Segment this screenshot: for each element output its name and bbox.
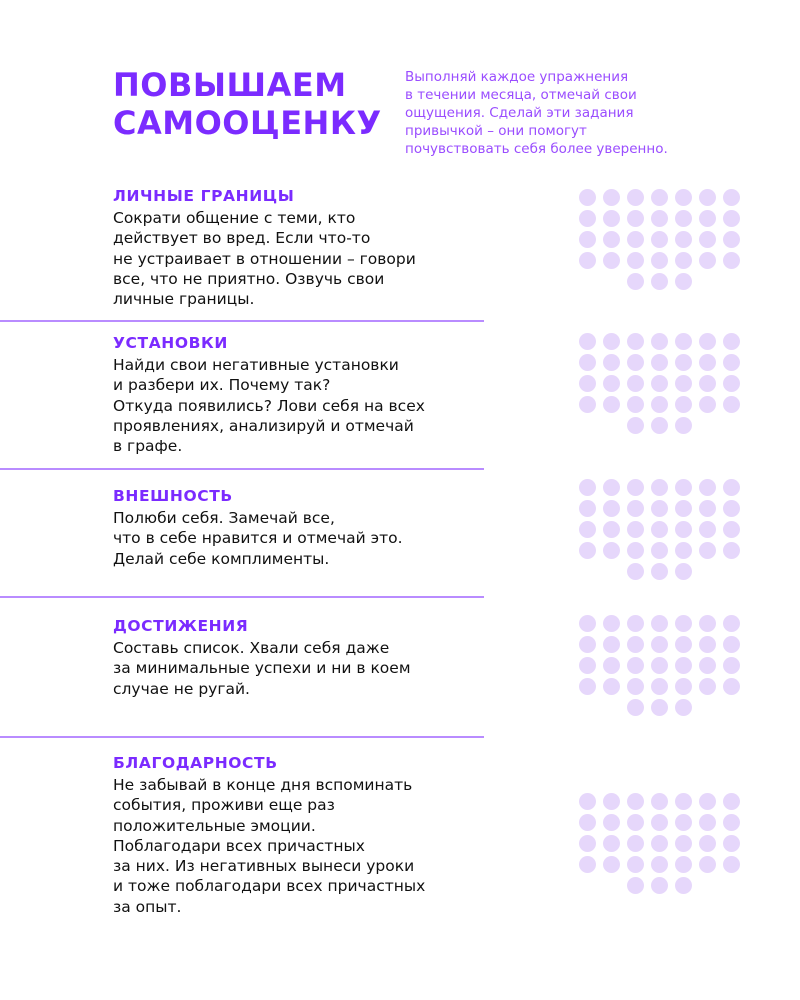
day-dot[interactable]: [651, 793, 668, 810]
day-dot[interactable]: [603, 500, 620, 517]
section-text-line: за них. Из негативных вынеси уроки: [113, 857, 415, 876]
day-dot[interactable]: [651, 563, 668, 580]
day-dot[interactable]: [579, 189, 596, 206]
page-title-line: ПОВЫШАЕМ: [113, 66, 347, 104]
day-dot[interactable]: [627, 333, 644, 350]
intro-line: привычкой – они помогут: [405, 123, 587, 139]
habit-tracker-dots: [573, 793, 745, 898]
section-text-line: Поблагодари всех причастных: [113, 836, 365, 855]
day-dot[interactable]: [603, 615, 620, 632]
day-dot[interactable]: [627, 375, 644, 392]
day-dot[interactable]: [603, 814, 620, 831]
day-dot[interactable]: [723, 333, 740, 350]
day-dot[interactable]: [579, 814, 596, 831]
day-dot[interactable]: [675, 542, 692, 559]
day-dot[interactable]: [723, 615, 740, 632]
dot-row: [573, 678, 745, 695]
day-dot[interactable]: [675, 273, 692, 290]
day-dot[interactable]: [651, 877, 668, 894]
section-text-line: Составь список. Хвали себя даже: [113, 639, 390, 657]
intro-text: [405, 68, 745, 158]
day-dot[interactable]: [603, 657, 620, 674]
dot-row: [573, 563, 745, 580]
dot-row: [573, 231, 745, 248]
day-dot[interactable]: [699, 835, 716, 852]
section-beliefs: [113, 333, 493, 456]
day-dot[interactable]: [723, 636, 740, 653]
day-dot[interactable]: [699, 500, 716, 517]
section-text-line: Найди свои негативные установки: [113, 356, 399, 374]
day-dot[interactable]: [627, 252, 644, 269]
day-dot[interactable]: [627, 521, 644, 538]
day-dot[interactable]: [579, 856, 596, 873]
day-dot[interactable]: [627, 615, 644, 632]
section-text-line: не устраивает в отношении – говори: [113, 249, 416, 268]
day-dot[interactable]: [651, 252, 668, 269]
day-dot[interactable]: [603, 856, 620, 873]
day-dot[interactable]: [651, 835, 668, 852]
day-dot[interactable]: [651, 615, 668, 632]
page-title: [113, 66, 382, 142]
dot-row: [573, 542, 745, 559]
dot-row: [573, 210, 745, 227]
day-dot[interactable]: [723, 835, 740, 852]
habit-tracker-dots: [573, 333, 745, 438]
day-dot[interactable]: [627, 793, 644, 810]
section-gratitude: [113, 753, 493, 917]
day-dot[interactable]: [675, 417, 692, 434]
day-dot[interactable]: [699, 252, 716, 269]
day-dot[interactable]: [627, 417, 644, 434]
dot-row: [573, 636, 745, 653]
day-dot[interactable]: [651, 417, 668, 434]
day-dot[interactable]: [603, 210, 620, 227]
section-text-line: положительные эмоции.: [113, 816, 316, 835]
section-text: [113, 508, 493, 569]
day-dot[interactable]: [723, 542, 740, 559]
day-dot[interactable]: [675, 375, 692, 392]
day-dot[interactable]: [579, 657, 596, 674]
day-dot[interactable]: [651, 856, 668, 873]
dot-row: [573, 500, 745, 517]
section-achievements: [113, 616, 493, 699]
section-title: ЛИЧНЫЕ ГРАНИЦЫ: [113, 187, 295, 205]
day-dot[interactable]: [627, 500, 644, 517]
dot-row: [573, 615, 745, 632]
day-dot[interactable]: [675, 210, 692, 227]
day-dot[interactable]: [627, 563, 644, 580]
section-text-line: Делай себе комплименты.: [113, 549, 330, 568]
day-dot[interactable]: [723, 396, 740, 413]
day-dot[interactable]: [579, 375, 596, 392]
section-divider: [0, 596, 484, 598]
dot-row: [573, 657, 745, 674]
day-dot[interactable]: [675, 396, 692, 413]
day-dot[interactable]: [723, 375, 740, 392]
day-dot[interactable]: [699, 396, 716, 413]
day-dot[interactable]: [651, 375, 668, 392]
section-divider: [0, 320, 484, 322]
day-dot[interactable]: [627, 542, 644, 559]
day-dot[interactable]: [627, 856, 644, 873]
day-dot[interactable]: [675, 189, 692, 206]
day-dot[interactable]: [603, 354, 620, 371]
habit-tracker-dots: [573, 479, 745, 584]
section-text-line: в графе.: [113, 437, 183, 456]
day-dot[interactable]: [723, 521, 740, 538]
day-dot[interactable]: [627, 189, 644, 206]
day-dot[interactable]: [603, 231, 620, 248]
day-dot[interactable]: [651, 396, 668, 413]
section-text-line: проявлениях, анализируй и отмечай: [113, 416, 414, 435]
day-dot[interactable]: [699, 333, 716, 350]
section-text: [113, 775, 493, 917]
dot-row: [573, 521, 745, 538]
dot-row: [573, 375, 745, 392]
dot-row: [573, 273, 745, 290]
day-dot[interactable]: [579, 252, 596, 269]
day-dot[interactable]: [603, 521, 620, 538]
day-dot[interactable]: [675, 699, 692, 716]
day-dot[interactable]: [603, 636, 620, 653]
day-dot[interactable]: [651, 210, 668, 227]
intro-line: в течении месяца, отмечай свои: [405, 87, 637, 103]
day-dot[interactable]: [699, 542, 716, 559]
day-dot[interactable]: [723, 678, 740, 695]
day-dot[interactable]: [699, 615, 716, 632]
day-dot[interactable]: [651, 699, 668, 716]
day-dot[interactable]: [627, 636, 644, 653]
section-text-line: за минимальные успехи и ни в коем: [113, 659, 411, 678]
day-dot[interactable]: [699, 793, 716, 810]
day-dot[interactable]: [723, 354, 740, 371]
day-dot[interactable]: [675, 835, 692, 852]
dot-row: [573, 479, 745, 496]
day-dot[interactable]: [699, 375, 716, 392]
day-dot[interactable]: [675, 252, 692, 269]
section-title: БЛАГОДАРНОСТЬ: [113, 754, 278, 772]
day-dot[interactable]: [699, 354, 716, 371]
day-dot[interactable]: [627, 877, 644, 894]
day-dot[interactable]: [627, 699, 644, 716]
day-dot[interactable]: [627, 814, 644, 831]
day-dot[interactable]: [699, 814, 716, 831]
dot-row: [573, 189, 745, 206]
section-text-line: и тоже поблагодари всех причастных: [113, 877, 426, 896]
day-dot[interactable]: [603, 542, 620, 559]
section-text-line: Откуда появились? Лови себя на всех: [113, 396, 425, 415]
day-dot[interactable]: [579, 231, 596, 248]
day-dot[interactable]: [579, 615, 596, 632]
day-dot[interactable]: [699, 678, 716, 695]
section-text-line: события, проживи еще раз: [113, 796, 335, 815]
section-text-line: Полюби себя. Замечай все,: [113, 509, 335, 527]
day-dot[interactable]: [651, 333, 668, 350]
day-dot[interactable]: [699, 521, 716, 538]
day-dot[interactable]: [603, 189, 620, 206]
day-dot[interactable]: [675, 856, 692, 873]
day-dot[interactable]: [651, 814, 668, 831]
day-dot[interactable]: [603, 375, 620, 392]
day-dot[interactable]: [579, 521, 596, 538]
day-dot[interactable]: [603, 793, 620, 810]
day-dot[interactable]: [627, 657, 644, 674]
day-dot[interactable]: [603, 678, 620, 695]
habit-tracker-dots: [573, 615, 745, 720]
dot-row: [573, 814, 745, 831]
day-dot[interactable]: [651, 542, 668, 559]
section-text-line: и разбери их. Почему так?: [113, 376, 331, 395]
section-text: [113, 638, 493, 699]
section-text-line: что в себе нравится и отмечай это.: [113, 529, 403, 548]
day-dot[interactable]: [675, 479, 692, 496]
section-text: [113, 355, 493, 456]
section-personal-boundaries: [113, 186, 493, 309]
section-divider: [0, 736, 484, 738]
day-dot[interactable]: [579, 396, 596, 413]
dot-row: [573, 396, 745, 413]
day-dot[interactable]: [723, 657, 740, 674]
section-text-line: за опыт.: [113, 897, 182, 916]
day-dot[interactable]: [579, 636, 596, 653]
day-dot[interactable]: [651, 521, 668, 538]
day-dot[interactable]: [699, 231, 716, 248]
day-dot[interactable]: [579, 479, 596, 496]
day-dot[interactable]: [723, 793, 740, 810]
day-dot[interactable]: [723, 210, 740, 227]
day-dot[interactable]: [675, 793, 692, 810]
day-dot[interactable]: [699, 479, 716, 496]
day-dot[interactable]: [627, 835, 644, 852]
section-text-line: все, что не приятно. Озвучь свои: [113, 269, 385, 288]
day-dot[interactable]: [651, 500, 668, 517]
dot-row: [573, 856, 745, 873]
day-dot[interactable]: [675, 814, 692, 831]
day-dot[interactable]: [723, 479, 740, 496]
dot-row: [573, 699, 745, 716]
day-dot[interactable]: [627, 273, 644, 290]
day-dot[interactable]: [651, 231, 668, 248]
section-title: ВНЕШНОСТЬ: [113, 487, 233, 505]
day-dot[interactable]: [675, 354, 692, 371]
day-dot[interactable]: [603, 252, 620, 269]
day-dot[interactable]: [651, 657, 668, 674]
section-text-line: действует во вред. Если что-то: [113, 229, 371, 248]
section-appearance: [113, 486, 493, 569]
day-dot[interactable]: [699, 636, 716, 653]
day-dot[interactable]: [579, 500, 596, 517]
day-dot[interactable]: [579, 333, 596, 350]
day-dot[interactable]: [579, 542, 596, 559]
dot-row: [573, 354, 745, 371]
day-dot[interactable]: [699, 856, 716, 873]
day-dot[interactable]: [651, 354, 668, 371]
day-dot[interactable]: [675, 563, 692, 580]
day-dot[interactable]: [579, 354, 596, 371]
day-dot[interactable]: [579, 835, 596, 852]
dot-row: [573, 333, 745, 350]
day-dot[interactable]: [579, 210, 596, 227]
day-dot[interactable]: [723, 814, 740, 831]
section-title: ДОСТИЖЕНИЯ: [113, 617, 249, 635]
dot-row: [573, 252, 745, 269]
section-text-line: Не забывай в конце дня вспоминать: [113, 776, 413, 794]
day-dot[interactable]: [603, 835, 620, 852]
dot-row: [573, 835, 745, 852]
day-dot[interactable]: [723, 189, 740, 206]
day-dot[interactable]: [627, 479, 644, 496]
section-text: [113, 208, 493, 309]
day-dot[interactable]: [723, 231, 740, 248]
intro-line: Выполняй каждое упражнения: [405, 69, 629, 85]
dot-row: [573, 877, 745, 894]
day-dot[interactable]: [699, 189, 716, 206]
dot-row: [573, 417, 745, 434]
habit-tracker-dots: [573, 189, 745, 294]
dot-row: [573, 793, 745, 810]
day-dot[interactable]: [675, 678, 692, 695]
section-divider: [0, 468, 484, 470]
day-dot[interactable]: [579, 793, 596, 810]
day-dot[interactable]: [699, 210, 716, 227]
intro-line: почувствовать себя более уверенно.: [405, 141, 668, 157]
day-dot[interactable]: [675, 657, 692, 674]
day-dot[interactable]: [627, 678, 644, 695]
day-dot[interactable]: [651, 273, 668, 290]
intro-line: ощущения. Сделай эти задания: [405, 105, 634, 121]
day-dot[interactable]: [723, 252, 740, 269]
day-dot[interactable]: [651, 189, 668, 206]
day-dot[interactable]: [675, 500, 692, 517]
section-text-line: Сократи общение с теми, кто: [113, 209, 356, 227]
day-dot[interactable]: [627, 210, 644, 227]
day-dot[interactable]: [675, 333, 692, 350]
day-dot[interactable]: [651, 636, 668, 653]
day-dot[interactable]: [627, 396, 644, 413]
day-dot[interactable]: [651, 479, 668, 496]
day-dot[interactable]: [675, 877, 692, 894]
section-text-line: случае не ругай.: [113, 679, 250, 698]
day-dot[interactable]: [603, 333, 620, 350]
day-dot[interactable]: [699, 657, 716, 674]
day-dot[interactable]: [675, 636, 692, 653]
section-title: УСТАНОВКИ: [113, 334, 228, 352]
day-dot[interactable]: [675, 521, 692, 538]
day-dot[interactable]: [723, 500, 740, 517]
page-title-line: САМООЦЕНКУ: [113, 104, 382, 142]
day-dot[interactable]: [627, 354, 644, 371]
day-dot[interactable]: [627, 231, 644, 248]
day-dot[interactable]: [723, 856, 740, 873]
day-dot[interactable]: [675, 615, 692, 632]
day-dot[interactable]: [651, 678, 668, 695]
day-dot[interactable]: [579, 678, 596, 695]
day-dot[interactable]: [603, 479, 620, 496]
section-text-line: личные границы.: [113, 290, 255, 309]
day-dot[interactable]: [603, 396, 620, 413]
day-dot[interactable]: [675, 231, 692, 248]
